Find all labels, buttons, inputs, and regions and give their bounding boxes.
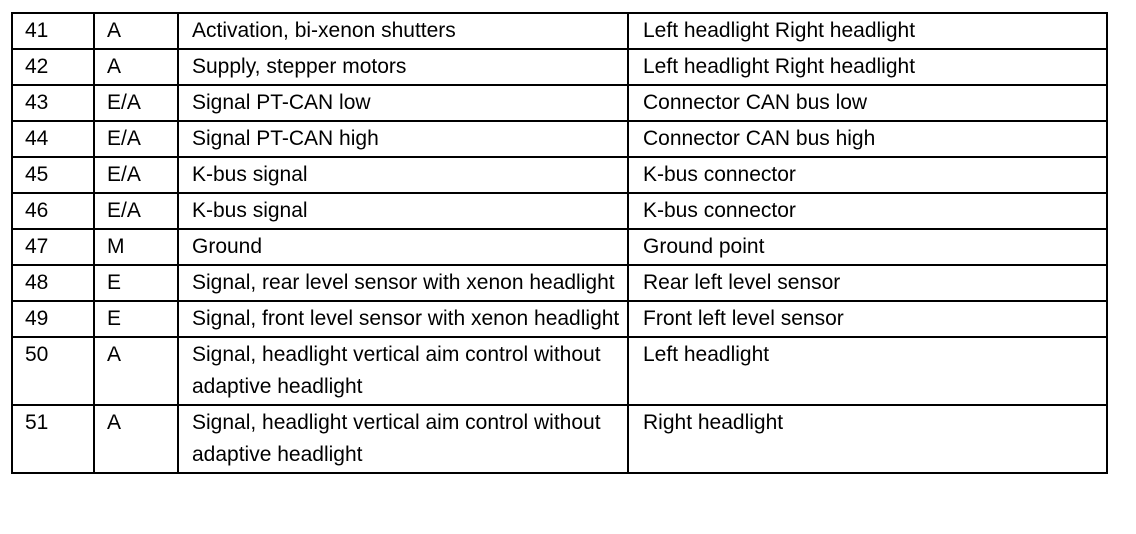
component-cell: K-bus connector (628, 157, 1107, 193)
pin-number-cell: 51 (12, 405, 94, 473)
signal-type-cell: A (94, 337, 178, 405)
table-row (12, 157, 1107, 193)
component-cell: Rear left level sensor (628, 265, 1107, 301)
signal-type-cell: E/A (94, 85, 178, 121)
description-cell: Ground (178, 229, 628, 265)
description-cell: Supply, stepper motors (178, 49, 628, 85)
component-cell: Right headlight (628, 405, 1107, 473)
component-cell: Connector CAN bus high (628, 121, 1107, 157)
table-row (12, 301, 1107, 337)
table-row (12, 229, 1107, 265)
description-cell: Signal PT-CAN low (178, 85, 628, 121)
pin-number-cell: 43 (12, 85, 94, 121)
description-cell: Activation, bi-xenon shutters (178, 13, 628, 49)
signal-type-cell: E (94, 265, 178, 301)
table-row (12, 85, 1107, 121)
pin-number-cell: 41 (12, 13, 94, 49)
component-cell: Left headlight Right headlight (628, 13, 1107, 49)
pin-number-cell: 48 (12, 265, 94, 301)
pin-number-cell: 44 (12, 121, 94, 157)
component-cell: K-bus connector (628, 193, 1107, 229)
description-cell: Signal, headlight vertical aim control without adaptive headlight (178, 337, 628, 405)
pin-number-cell: 46 (12, 193, 94, 229)
signal-type-cell: E (94, 301, 178, 337)
component-cell: Left headlight (628, 337, 1107, 405)
signal-type-cell: A (94, 405, 178, 473)
signal-type-cell: E/A (94, 193, 178, 229)
pin-number-cell: 42 (12, 49, 94, 85)
component-cell: Front left level sensor (628, 301, 1107, 337)
description-cell: K-bus signal (178, 157, 628, 193)
table-row (12, 265, 1107, 301)
pin-assignment-table (11, 12, 1108, 474)
description-cell: Signal PT-CAN high (178, 121, 628, 157)
signal-type-cell: E/A (94, 121, 178, 157)
description-cell: K-bus signal (178, 193, 628, 229)
table-row (12, 337, 1107, 405)
pin-number-cell: 50 (12, 337, 94, 405)
signal-type-cell: E/A (94, 157, 178, 193)
signal-type-cell: M (94, 229, 178, 265)
signal-type-cell: A (94, 49, 178, 85)
table-row (12, 121, 1107, 157)
description-cell: Signal, rear level sensor with xenon headlight (178, 265, 628, 301)
pin-number-cell: 45 (12, 157, 94, 193)
component-cell: Connector CAN bus low (628, 85, 1107, 121)
component-cell: Left headlight Right headlight (628, 49, 1107, 85)
pin-number-cell: 49 (12, 301, 94, 337)
table-row (12, 13, 1107, 49)
pin-number-cell: 47 (12, 229, 94, 265)
table-row (12, 405, 1107, 473)
signal-type-cell: A (94, 13, 178, 49)
component-cell: Ground point (628, 229, 1107, 265)
table-row (12, 193, 1107, 229)
description-cell: Signal, headlight vertical aim control without adaptive headlight (178, 405, 628, 473)
description-cell: Signal, front level sensor with xenon headlight (178, 301, 628, 337)
table-row (12, 49, 1107, 85)
